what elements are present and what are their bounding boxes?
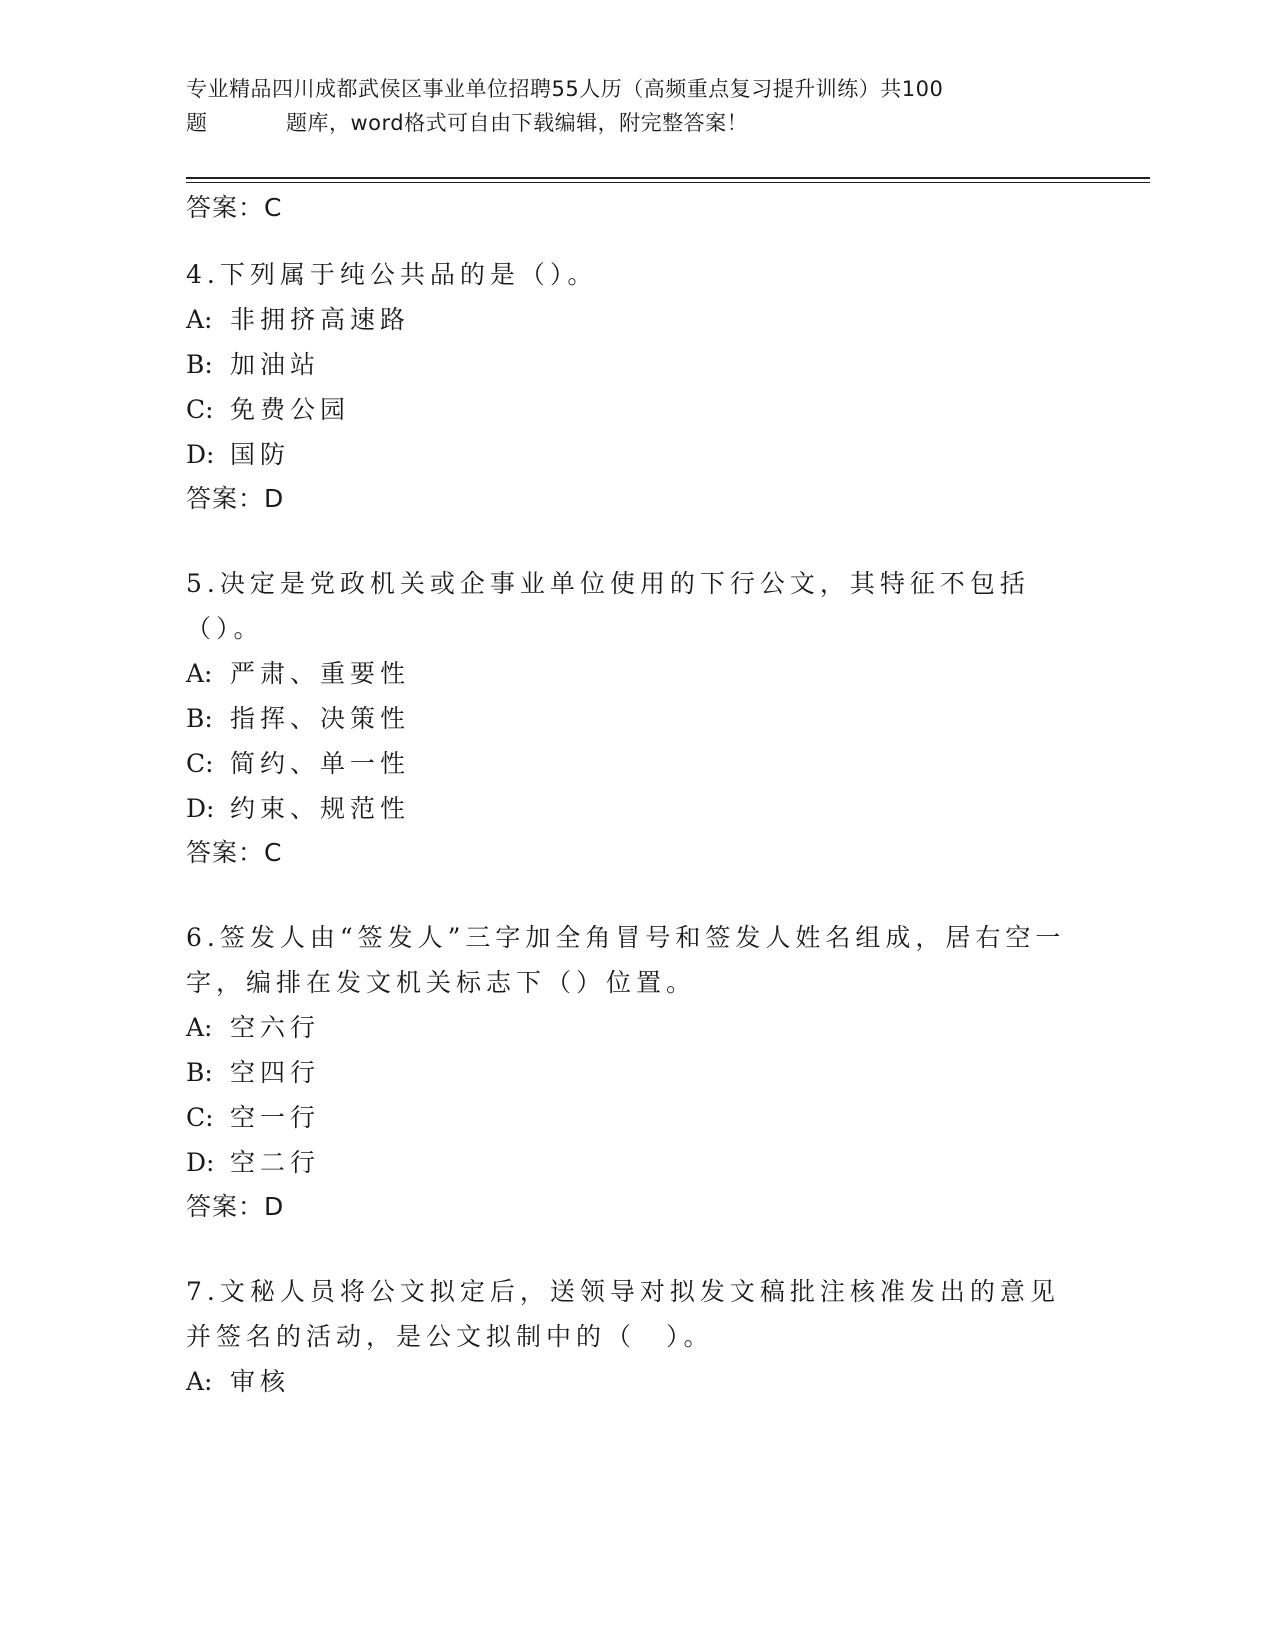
question-block <box>186 252 1066 523</box>
option-b <box>186 342 1066 387</box>
option-d <box>186 432 1066 477</box>
option-key: A: <box>186 1367 213 1396</box>
header-divider-thin <box>186 182 1150 183</box>
header-divider-thick <box>186 177 1150 179</box>
option-key: B: <box>186 350 213 379</box>
header-title-line2-right: 题库，word格式可自由下载编辑，附完整答案！ <box>286 111 749 135</box>
header-title-line2-left: 题 <box>186 111 208 135</box>
option-text: 严肃、重要性 <box>230 659 411 688</box>
option-text: 空四行 <box>230 1058 321 1087</box>
question-block <box>186 561 1066 877</box>
answer-line: 答案：D <box>186 484 285 513</box>
option-a <box>186 1005 1066 1050</box>
question-block <box>186 1269 1066 1404</box>
option-key: C: <box>186 1103 214 1132</box>
option-key: A: <box>186 305 213 334</box>
option-key: B: <box>186 704 213 733</box>
option-b <box>186 696 1066 741</box>
document-header <box>186 72 1066 140</box>
question-text: 5.决定是党政机关或企事业单位使用的下行公文，其特征不包括（）。 <box>186 569 1030 643</box>
spacer <box>186 877 1066 915</box>
option-text: 审核 <box>230 1367 291 1396</box>
question-text: 4.下列属于纯公共品的是（）。 <box>186 260 598 289</box>
option-text: 免费公园 <box>230 395 351 424</box>
spacer <box>186 1231 1066 1269</box>
option-b <box>186 1050 1066 1095</box>
option-text: 加油站 <box>230 350 321 379</box>
option-c <box>186 387 1066 432</box>
option-key: C: <box>186 749 214 778</box>
option-a <box>186 651 1066 696</box>
answer-line: 答案：C <box>186 193 283 222</box>
header-title-line1: 专业精品四川成都武侯区事业单位招聘55人历（高频重点复习提升训练）共100 <box>186 77 944 101</box>
option-text: 指挥、决策性 <box>230 704 411 733</box>
answer-line: 答案：C <box>186 838 283 867</box>
answer-line: 答案：D <box>186 1192 285 1221</box>
option-c <box>186 741 1066 786</box>
option-key: D: <box>186 440 215 469</box>
question-text: 6.签发人由“签发人”三字加全角冒号和签发人姓名组成，居右空一字，编排在发文机关标志下（）位置。 <box>186 923 1066 997</box>
spacer <box>186 523 1066 561</box>
option-c <box>186 1095 1066 1140</box>
option-key: B: <box>186 1058 213 1087</box>
option-text: 非拥挤高速路 <box>230 305 411 334</box>
option-key: A: <box>186 659 213 688</box>
option-text: 约束、规范性 <box>230 794 411 823</box>
option-text: 国防 <box>230 440 291 469</box>
option-key: D: <box>186 1148 215 1177</box>
option-d <box>186 786 1066 831</box>
option-text: 空六行 <box>230 1013 321 1042</box>
option-key: A: <box>186 1013 213 1042</box>
question-text: 7.文秘人员将公文拟定后，送领导对拟发文稿批注核准发出的意见并签名的活动，是公文拟制中的（ ）。 <box>186 1277 1060 1351</box>
option-text: 空一行 <box>230 1103 321 1132</box>
option-key: D: <box>186 794 215 823</box>
option-d <box>186 1140 1066 1185</box>
option-text: 空二行 <box>230 1148 321 1177</box>
question-block <box>186 915 1066 1231</box>
option-key: C: <box>186 395 214 424</box>
option-a <box>186 1359 1066 1404</box>
option-a <box>186 297 1066 342</box>
header-title-line2 <box>186 106 1066 140</box>
option-text: 简约、单一性 <box>230 749 411 778</box>
question-list <box>186 190 1066 1404</box>
